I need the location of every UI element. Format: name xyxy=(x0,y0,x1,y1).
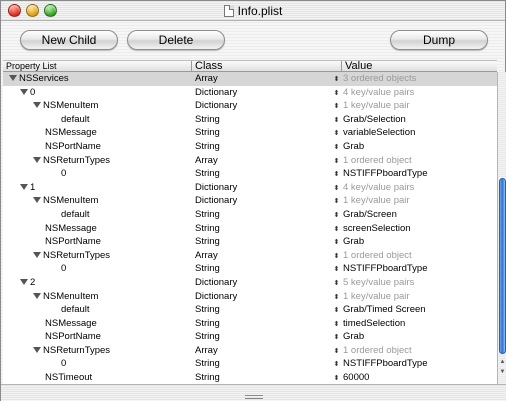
outline-row[interactable] xyxy=(3,262,497,276)
stepper-arrows-icon[interactable]: ⬍ xyxy=(333,130,340,138)
property-list-outline[interactable] xyxy=(3,72,497,384)
row-value[interactable] xyxy=(333,86,495,100)
row-key-text: 1 xyxy=(30,181,36,193)
row-key xyxy=(3,290,192,304)
row-value[interactable] xyxy=(333,357,495,371)
outline-row[interactable] xyxy=(3,344,497,358)
window-title: Info.plist xyxy=(237,4,283,18)
row-value-text: 1 ordered object xyxy=(343,249,412,261)
row-class[interactable]: Array xyxy=(195,249,218,261)
outline-row[interactable] xyxy=(3,140,497,154)
row-key xyxy=(3,181,192,195)
row-key-text: NSPortName xyxy=(45,236,101,248)
row-value-text: 60000 xyxy=(343,372,370,384)
row-value-text: 4 key/value pairs xyxy=(343,181,415,193)
disclosure-triangle-icon[interactable] xyxy=(9,75,17,81)
row-value[interactable] xyxy=(333,371,495,384)
outline-row[interactable] xyxy=(3,126,497,140)
disclosure-triangle-icon[interactable] xyxy=(33,293,41,299)
row-class[interactable]: Array xyxy=(195,344,218,356)
row-value[interactable] xyxy=(333,126,495,140)
stepper-arrows-icon[interactable]: ⬍ xyxy=(333,266,340,274)
row-value-text: timedSelection xyxy=(343,317,406,329)
row-key-text: NSReturnTypes xyxy=(43,249,111,261)
stepper-arrows-icon[interactable]: ⬍ xyxy=(333,211,340,219)
row-value-text: 5 key/value pairs xyxy=(343,276,415,288)
row-class[interactable]: String xyxy=(195,317,220,329)
row-value[interactable] xyxy=(333,262,495,276)
disclosure-triangle-icon[interactable] xyxy=(33,102,41,108)
row-value-text: Grab xyxy=(343,140,365,152)
row-value[interactable] xyxy=(333,249,495,263)
row-class[interactable]: String xyxy=(195,113,220,125)
row-key xyxy=(3,357,192,371)
disclosure-triangle-icon[interactable] xyxy=(20,89,28,95)
stepper-arrows-icon[interactable]: ⬍ xyxy=(333,157,340,165)
outline-row[interactable] xyxy=(3,235,497,249)
row-key-text: NSServices xyxy=(19,73,69,84)
stepper-arrows-icon[interactable]: ⬍ xyxy=(333,143,340,151)
outline-row[interactable] xyxy=(3,303,497,317)
row-value-text: NSTIFFPboardType xyxy=(343,168,428,180)
row-value[interactable] xyxy=(333,99,495,113)
row-key-text: NSReturnTypes xyxy=(43,344,111,356)
stepper-arrows-icon[interactable]: ⬍ xyxy=(333,239,340,247)
row-key-text: 0 xyxy=(61,168,67,180)
row-value-text: 1 ordered object xyxy=(343,344,412,356)
row-class[interactable]: String xyxy=(195,140,220,152)
row-value[interactable] xyxy=(333,181,495,195)
row-value[interactable] xyxy=(333,276,495,290)
row-value-text: 1 ordered object xyxy=(343,154,412,166)
stepper-arrows-icon[interactable]: ⬍ xyxy=(333,334,340,342)
row-value[interactable] xyxy=(333,317,495,331)
row-key xyxy=(3,262,192,276)
toolbar xyxy=(1,22,505,60)
row-key xyxy=(3,113,192,127)
row-key xyxy=(3,235,192,249)
row-value[interactable] xyxy=(333,72,495,86)
outline-row[interactable] xyxy=(3,86,497,100)
row-value-text: Grab xyxy=(343,236,365,248)
row-class[interactable]: Dictionary xyxy=(195,276,238,288)
disclosure-triangle-icon[interactable] xyxy=(20,184,28,190)
row-key-text: NSReturnTypes xyxy=(43,154,111,166)
row-value-text: Grab/Selection xyxy=(343,113,406,125)
scroll-thumb[interactable] xyxy=(499,178,506,354)
row-value[interactable] xyxy=(333,235,495,249)
row-key-text: NSTimeout xyxy=(45,372,93,384)
disclosure-triangle-icon[interactable] xyxy=(33,197,41,203)
row-key-text: NSPortName xyxy=(45,331,101,343)
row-key-text: default xyxy=(61,208,90,220)
outline-row[interactable] xyxy=(3,222,497,236)
row-class[interactable]: String xyxy=(195,304,220,316)
row-key-text: NSMenuItem xyxy=(43,195,99,207)
row-key xyxy=(3,344,192,358)
outline-row[interactable] xyxy=(3,99,497,113)
row-key-text: NSMessage xyxy=(45,127,97,139)
outline-row[interactable] xyxy=(3,330,497,344)
row-key-text: NSMenuItem xyxy=(43,290,99,302)
outline-row[interactable] xyxy=(3,181,497,195)
row-key xyxy=(3,330,192,344)
row-key-text: NSMessage xyxy=(45,317,97,329)
row-value-text: NSTIFFPboardType xyxy=(343,358,428,370)
row-value[interactable] xyxy=(333,290,495,304)
delete-button[interactable]: Delete xyxy=(127,30,225,50)
stepper-arrows-icon[interactable]: ⬍ xyxy=(333,171,340,179)
stepper-arrows-icon[interactable]: ⬍ xyxy=(333,198,340,206)
dump-button[interactable]: Dump xyxy=(390,30,488,50)
stepper-arrows-icon[interactable]: ⬍ xyxy=(333,293,340,301)
row-value[interactable] xyxy=(333,330,495,344)
row-class[interactable]: Dictionary xyxy=(195,195,238,207)
row-value[interactable] xyxy=(333,194,495,208)
row-value-text: Grab xyxy=(343,331,365,343)
row-key-text: default xyxy=(61,304,90,316)
row-class[interactable]: String xyxy=(195,358,220,370)
row-class[interactable]: String xyxy=(195,331,220,343)
stepper-arrows-icon[interactable]: ⬍ xyxy=(333,320,340,328)
row-value[interactable] xyxy=(333,222,495,236)
row-class[interactable]: String xyxy=(195,236,220,248)
outline-row[interactable] xyxy=(3,290,497,304)
disclosure-triangle-icon[interactable] xyxy=(33,347,41,353)
row-class[interactable]: Array xyxy=(195,154,218,166)
stepper-arrows-icon[interactable]: ⬍ xyxy=(333,76,340,83)
row-key-text: 0 xyxy=(30,86,36,98)
row-value[interactable] xyxy=(333,140,495,154)
outline-row[interactable] xyxy=(3,167,497,181)
row-key xyxy=(3,276,192,290)
row-value-text: Grab/Screen xyxy=(343,208,397,220)
vertical-scrollbar[interactable] xyxy=(497,72,506,384)
row-key xyxy=(3,72,192,86)
row-key xyxy=(3,126,192,140)
row-value-text: screenSelection xyxy=(343,222,411,234)
row-value-text: NSTIFFPboardType xyxy=(343,263,428,275)
window-bottom-bar xyxy=(1,384,506,401)
row-value[interactable] xyxy=(333,154,495,168)
disclosure-triangle-icon[interactable] xyxy=(20,279,28,285)
stepper-arrows-icon[interactable]: ⬍ xyxy=(333,279,340,287)
row-class[interactable]: String xyxy=(195,208,220,220)
row-value-text: 4 key/value pairs xyxy=(343,86,415,98)
row-value[interactable] xyxy=(333,344,495,358)
row-class[interactable]: Array xyxy=(195,73,218,84)
scroll-up-arrow-icon[interactable]: ▲ xyxy=(499,359,506,365)
outline-row[interactable] xyxy=(3,154,497,168)
row-key xyxy=(3,208,192,222)
outline-row[interactable] xyxy=(3,194,497,208)
row-class[interactable]: String xyxy=(195,127,220,139)
resize-grip-icon[interactable] xyxy=(245,395,263,399)
row-key-text: default xyxy=(61,113,90,125)
stepper-arrows-icon[interactable]: ⬍ xyxy=(333,103,340,111)
row-key xyxy=(3,154,192,168)
document-icon xyxy=(224,5,234,17)
row-class[interactable]: String xyxy=(195,168,220,180)
row-key xyxy=(3,371,192,384)
row-value-text: Grab/Timed Screen xyxy=(343,304,426,316)
stepper-arrows-icon[interactable]: ⬍ xyxy=(333,307,340,315)
header-property-list[interactable]: Property List xyxy=(3,61,192,72)
stepper-arrows-icon[interactable]: ⬍ xyxy=(333,89,340,97)
row-key xyxy=(3,99,192,113)
header-value[interactable]: Value xyxy=(345,60,373,72)
header-class[interactable]: Class xyxy=(192,61,342,72)
outline-row[interactable] xyxy=(3,276,497,290)
row-key xyxy=(3,140,192,154)
title-bar[interactable] xyxy=(1,1,505,21)
stepper-arrows-icon[interactable]: ⬍ xyxy=(333,225,340,233)
row-value-text: 3 ordered objects xyxy=(343,73,417,84)
row-class[interactable]: String xyxy=(195,222,220,234)
row-key xyxy=(3,317,192,331)
row-value-text: variableSelection xyxy=(343,127,416,139)
window-title-wrap xyxy=(1,4,505,18)
row-key-text: NSMenuItem xyxy=(43,100,99,112)
row-class[interactable]: Dictionary xyxy=(195,181,238,193)
scroll-down-arrow-icon[interactable]: ▼ xyxy=(499,369,506,375)
outline-row[interactable] xyxy=(3,208,497,222)
row-key xyxy=(3,194,192,208)
stepper-arrows-icon[interactable]: ⬍ xyxy=(333,184,340,192)
outline-row[interactable] xyxy=(3,357,497,371)
row-class[interactable]: Dictionary xyxy=(195,86,238,98)
row-value-text: 1 key/value pair xyxy=(343,195,410,207)
row-value[interactable] xyxy=(333,303,495,317)
outline-row[interactable] xyxy=(3,113,497,127)
row-value-text: 1 key/value pair xyxy=(343,100,410,112)
row-class[interactable]: String xyxy=(195,372,220,384)
row-key-text: 0 xyxy=(61,358,67,370)
row-value[interactable] xyxy=(333,208,495,222)
row-class[interactable]: String xyxy=(195,263,220,275)
row-key xyxy=(3,249,192,263)
row-class[interactable]: Dictionary xyxy=(195,100,238,112)
stepper-arrows-icon[interactable]: ⬍ xyxy=(333,347,340,355)
stepper-arrows-icon[interactable]: ⬍ xyxy=(333,116,340,124)
row-class[interactable]: Dictionary xyxy=(195,290,238,302)
new-child-button[interactable]: New Child xyxy=(20,30,118,50)
row-value[interactable] xyxy=(333,167,495,181)
disclosure-triangle-icon[interactable] xyxy=(33,252,41,258)
row-key-text: NSMessage xyxy=(45,222,97,234)
row-key-text: 2 xyxy=(30,276,36,288)
row-value-text: 1 key/value pair xyxy=(343,290,410,302)
row-value[interactable] xyxy=(333,113,495,127)
row-key-text: 0 xyxy=(61,263,67,275)
outline-row[interactable] xyxy=(3,249,497,263)
column-header xyxy=(3,60,497,72)
outline-row[interactable] xyxy=(3,317,497,331)
row-key-text: NSPortName xyxy=(45,140,101,152)
row-key xyxy=(3,303,192,317)
row-key xyxy=(3,167,192,181)
row-key xyxy=(3,222,192,236)
outline-row[interactable] xyxy=(3,72,497,86)
stepper-arrows-icon[interactable]: ⬍ xyxy=(333,375,340,383)
row-key xyxy=(3,86,192,100)
outline-row[interactable] xyxy=(3,371,497,384)
stepper-arrows-icon[interactable]: ⬍ xyxy=(333,361,340,369)
stepper-arrows-icon[interactable]: ⬍ xyxy=(333,252,340,260)
disclosure-triangle-icon[interactable] xyxy=(33,157,41,163)
